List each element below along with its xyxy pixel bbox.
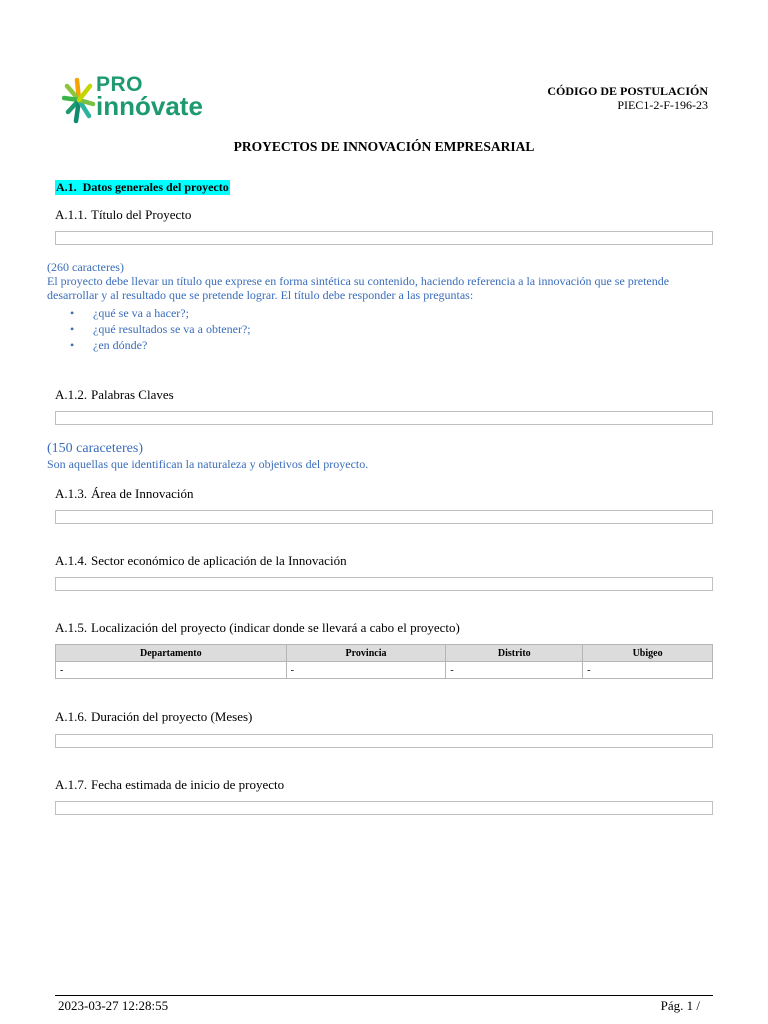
column-header-provincia: Provincia — [286, 645, 446, 662]
question-innovation-area — [55, 486, 194, 502]
footer-divider — [55, 995, 713, 996]
innovation-area-field[interactable] — [55, 510, 713, 524]
cell-distrito[interactable]: - — [446, 662, 583, 679]
question-keywords — [55, 387, 174, 403]
question-label: Área de Innovación — [91, 486, 194, 501]
project-title-field[interactable] — [55, 231, 713, 245]
list-item: • ¿en dónde? — [47, 337, 727, 353]
table-header-row — [56, 645, 713, 662]
section-title — [55, 180, 230, 195]
question-label: Sector económico de aplicación de la Innovación — [91, 553, 347, 568]
question-duration — [55, 709, 252, 725]
question-label: Duración del proyecto (Meses) — [91, 709, 253, 724]
question-label: Título del Proyecto — [91, 207, 192, 222]
question-number: A.1.6. — [55, 709, 88, 724]
list-item: • ¿qué resultados se va a obtener?; — [47, 321, 727, 337]
economic-sector-field[interactable] — [55, 577, 713, 591]
logo-innovate-text: innóvate — [96, 91, 203, 121]
location-table — [55, 644, 713, 679]
keywords-char-limit: (150 caraceteres) — [47, 441, 143, 456]
page-title: PROYECTOS DE INNOVACIÓN EMPRESARIAL — [233, 139, 535, 154]
title-help-text — [47, 260, 727, 353]
question-label: Palabras Claves — [91, 387, 174, 402]
table-row — [56, 662, 713, 679]
keywords-field[interactable] — [55, 411, 713, 425]
question-number: A.1.1. — [55, 207, 88, 222]
question-title — [55, 207, 191, 223]
list-item: • ¿qué se va a hacer?; — [47, 305, 727, 321]
title-help-line-1: El proyecto debe llevar un título que exprese en forma sintética su contenido, haciendo referencia a la innovación que se pretende — [47, 274, 670, 288]
title-char-limit: (260 caracteres) — [47, 260, 124, 274]
question-number: A.1.3. — [55, 486, 88, 501]
application-code — [547, 84, 708, 112]
column-header-distrito: Distrito — [446, 645, 583, 662]
question-number: A.1.7. — [55, 777, 88, 792]
question-label: Localización del proyecto (indicar donde se llevará a cabo el proyecto) — [91, 620, 460, 635]
title-questions-list — [47, 305, 727, 353]
duration-field[interactable] — [55, 734, 713, 748]
column-header-departamento: Departamento — [56, 645, 287, 662]
question-number: A.1.2. — [55, 387, 88, 402]
title-help-line-2: desarrollar y al resultado que se pretende lograr. El título debe responder a las preguntas: — [47, 288, 474, 302]
cell-provincia[interactable]: - — [286, 662, 446, 679]
question-economic-sector — [55, 553, 347, 569]
section-label: Datos generales del proyecto — [82, 180, 229, 194]
question-number: A.1.5. — [55, 620, 88, 635]
logo-text — [96, 74, 203, 119]
question-number: A.1.4. — [55, 553, 88, 568]
column-header-ubigeo: Ubigeo — [583, 645, 713, 662]
application-code-label: CÓDIGO DE POSTULACIÓN — [547, 84, 708, 98]
section-number: A.1. — [56, 180, 77, 194]
cell-departamento[interactable]: - — [56, 662, 287, 679]
application-code-value: PIEC1-2-F-196-23 — [617, 98, 708, 112]
logo-star-icon — [62, 76, 98, 124]
start-date-field[interactable] — [55, 801, 713, 815]
question-start-date — [55, 777, 284, 793]
footer-page-number: Pág. 1 / — [660, 998, 700, 1013]
cell-ubigeo[interactable]: - — [583, 662, 713, 679]
question-location — [55, 620, 460, 636]
footer-timestamp: 2023-03-27 12:28:55 — [58, 998, 169, 1013]
keywords-help-line: Son aquellas que identifican la naturaleza y objetivos del proyecto. — [47, 457, 369, 471]
logo-pro-text: PRO — [96, 73, 144, 96]
question-label: Fecha estimada de inicio de proyecto — [91, 777, 285, 792]
keywords-help-text — [47, 441, 727, 471]
